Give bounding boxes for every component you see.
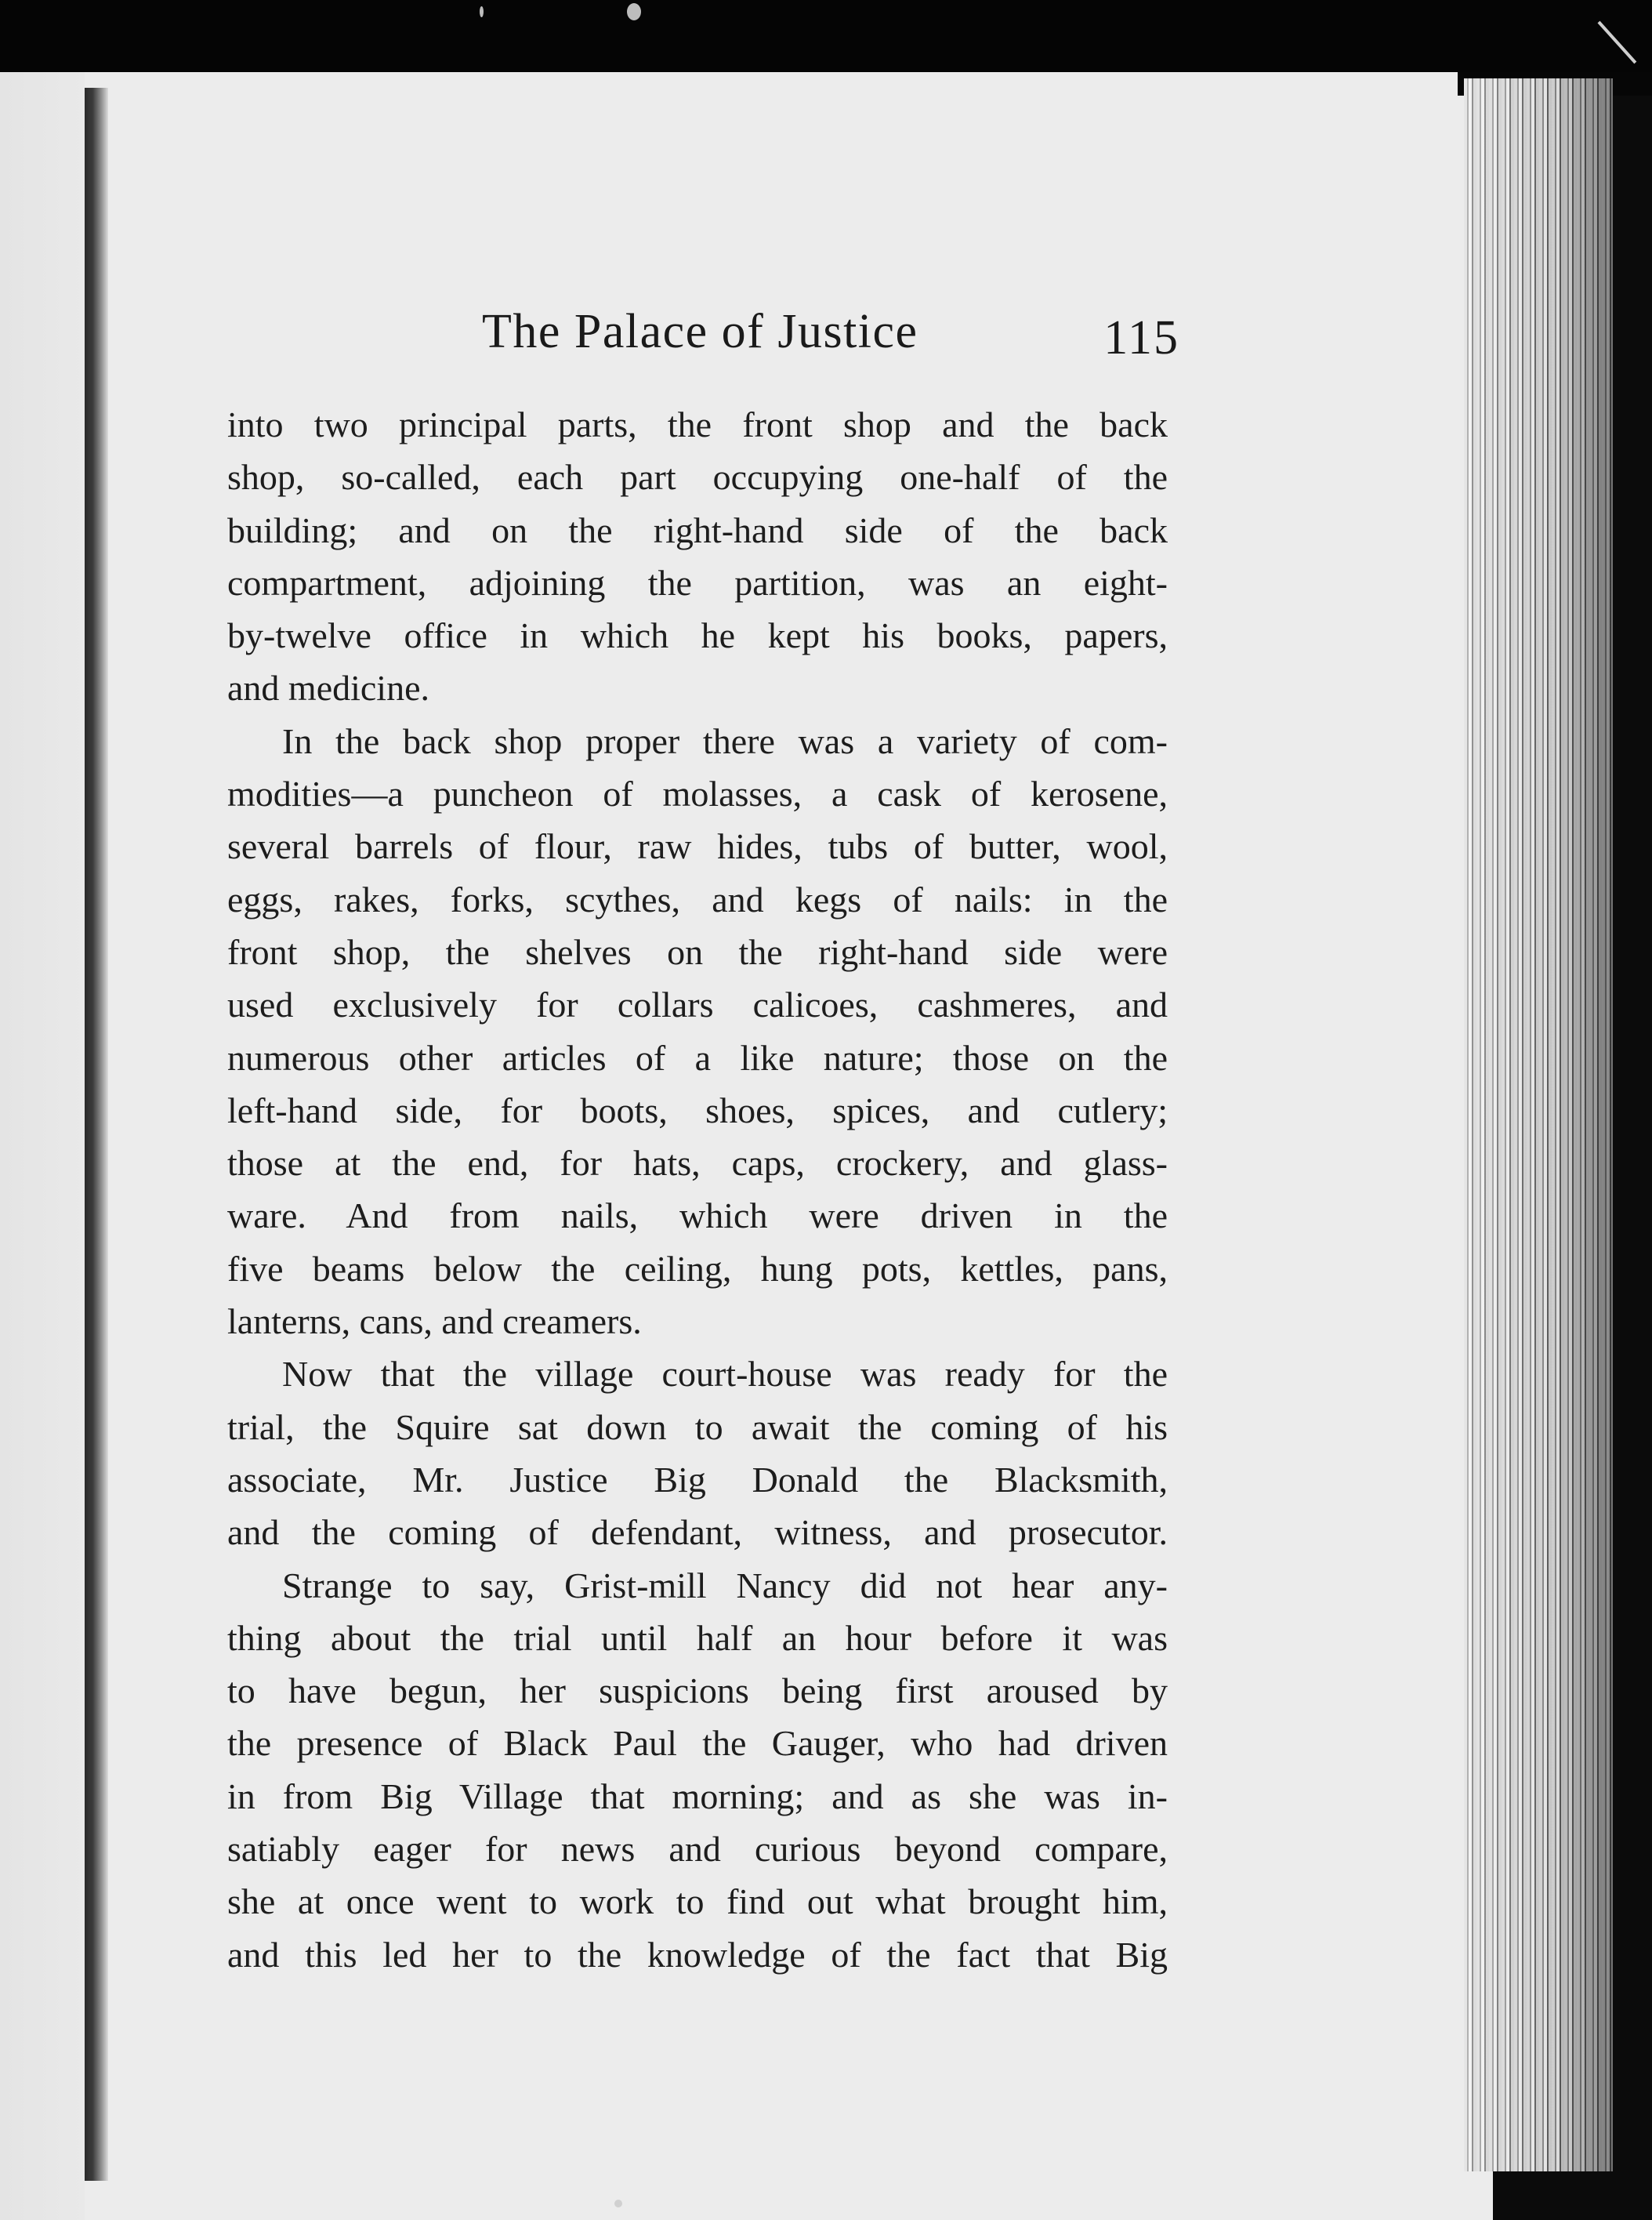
page-number: 115	[1103, 311, 1179, 365]
text-line: those at the end, for hats, caps, crockery, and glass-	[227, 1143, 1168, 1184]
paragraph	[227, 398, 1168, 715]
text-line: modities—a puncheon of molasses, a cask of kerosene,	[227, 774, 1168, 814]
page-edges-shading	[1464, 78, 1613, 2171]
text-line: compartment, adjoining the partition, was an eight-	[227, 562, 1168, 603]
text-line: lanterns, cans, and creamers.	[227, 1301, 642, 1342]
text-line: associate, Mr. Justice Big Donald the Blacksmith,	[227, 1459, 1168, 1500]
text-line: eggs, rakes, forks, scythes, and kegs of nails: in the	[227, 879, 1168, 920]
text-line: to have begun, her suspicions being first aroused by	[227, 1670, 1168, 1711]
text-line: Now that the village court-house was ready for the	[282, 1354, 1168, 1395]
page-gutter-margin	[0, 72, 85, 2220]
text-line: Strange to say, Grist-mill Nancy did not hear any-	[282, 1565, 1168, 1605]
paragraph	[227, 1348, 1168, 1558]
text-line: front shop, the shelves on the right-hand side were	[227, 931, 1168, 972]
body-text	[227, 398, 1168, 1981]
paragraph	[227, 1559, 1168, 1981]
text-line: building; and on the right-hand side of the back	[227, 510, 1168, 550]
text-line: ware. And from nails, which were driven in the	[227, 1195, 1168, 1236]
scan-speck	[627, 3, 641, 20]
text-line: she at once went to work to find out what brought him,	[227, 1881, 1168, 1922]
text-line: satiably eager for news and curious beyond compare,	[227, 1829, 1168, 1870]
text-line: in from Big Village that morning; and as she was in-	[227, 1776, 1168, 1816]
text-line: and medicine.	[227, 668, 430, 709]
text-line: into two principal parts, the front shop and the back	[227, 404, 1168, 444]
scan-speck	[480, 6, 484, 17]
text-line: and the coming of defendant, witness, and prosecutor.	[227, 1512, 1168, 1553]
book-gutter-shadow	[85, 88, 108, 2181]
text-line: used exclusively for collars calicoes, cashmeres, and	[227, 985, 1168, 1025]
text-line: thing about the trial until half an hour before it was	[227, 1617, 1168, 1658]
text-line: several barrels of flour, raw hides, tubs of butter, wool,	[227, 826, 1168, 867]
text-line: shop, so-called, each part occupying one-half of the	[227, 457, 1168, 498]
text-line: trial, the Squire sat down to await the coming of his	[227, 1406, 1168, 1447]
text-line: five beams below the ceiling, hung pots, kettles, pans,	[227, 1248, 1168, 1289]
scan-speck	[614, 2200, 622, 2207]
paragraph	[227, 715, 1168, 1348]
running-head	[227, 304, 1179, 375]
text-line: by-twelve office in which he kept his books, papers,	[227, 615, 1168, 656]
text-line: left-hand side, for boots, shoes, spices, and cutlery;	[227, 1090, 1168, 1130]
text-line: the presence of Black Paul the Gauger, who had driven	[227, 1723, 1168, 1764]
text-line: In the back shop proper there was a variety of com-	[282, 720, 1168, 761]
text-line: and this led her to the knowledge of the fact that Big	[227, 1934, 1168, 1975]
text-line: numerous other articles of a like nature; those on the	[227, 1037, 1168, 1078]
page-title: The Palace of Justice	[482, 305, 918, 358]
